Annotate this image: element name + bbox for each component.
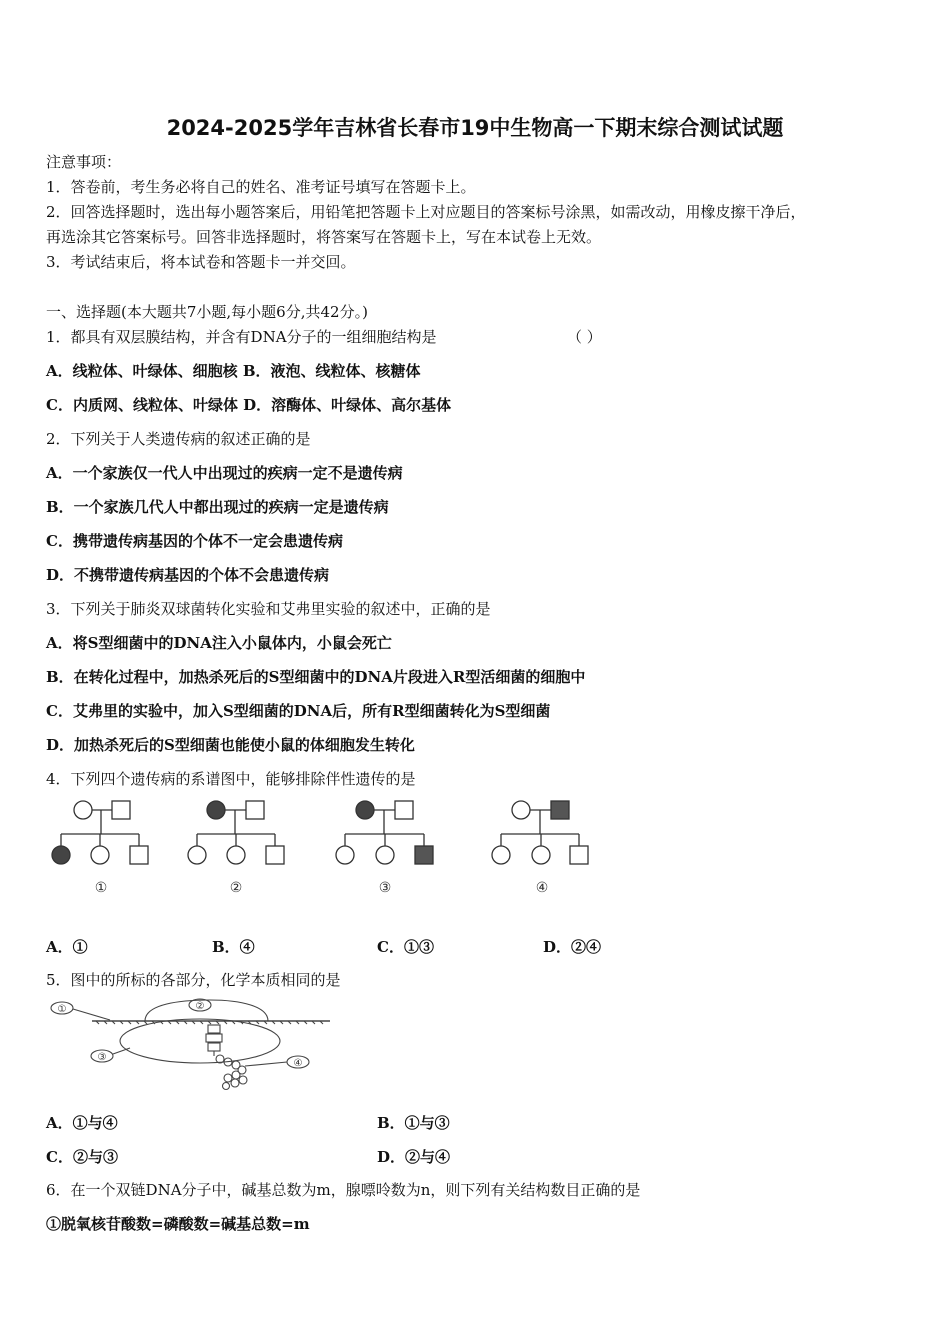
q5-option-d: D．②与④: [377, 1148, 451, 1166]
q5-option-a: A．①与④: [46, 1114, 118, 1132]
q3-stem: 3．下列关于肺炎双球菌转化实验和艾弗里实验的叙述中，正确的是: [46, 600, 491, 618]
notice-item-1: 1．答卷前，考生务必将自己的姓名、准考证号填写在答题卡上。: [46, 178, 476, 196]
notice-item-2-cont: 再选涂其它答案标号。回答非选择题时，将答案写在答题卡上，写在本试卷上无效。: [46, 228, 602, 246]
q5-stem: 5．图中的所标的各部分，化学本质相同的是: [46, 971, 341, 989]
q2-option-a: A．一个家族仅一代人中出现过的疾病一定不是遗传病: [46, 464, 403, 482]
q4-option-b: B．④: [212, 938, 255, 956]
q2-option-d: D．不携带遗传病基因的个体不会患遗传病: [46, 566, 330, 584]
page-title: 2024-2025学年吉林省长春市19中生物高一下期末综合测试试题: [166, 116, 784, 140]
pedigree-figure: [40, 794, 610, 900]
notice-heading: 注意事项：: [46, 153, 122, 171]
q6-item-1: ①脱氧核苷酸数=磷酸数=碱基总数=m: [46, 1215, 310, 1233]
notice-item-3: 3．考试结束后，将本试卷和答题卡一并交回。: [46, 253, 356, 271]
q1-answer-paren: （ ）: [567, 328, 602, 346]
pedigree-1: [52, 801, 148, 864]
notice-item-2: 2．回答选择题时，选出每小题答案后，用铅笔把答题卡上对应题目的答案标号涂黑，如需改动，用橡皮擦干净后，: [46, 203, 806, 221]
q2-stem: 2．下列关于人类遗传病的叙述正确的是: [46, 430, 311, 448]
pedigree-label-1: ①: [94, 880, 108, 896]
q3-option-b: B．在转化过程中，加热杀死后的S型细菌中的DNA片段进入R型活细菌的细胞中: [46, 668, 586, 686]
figure-label-1: ①: [57, 1004, 67, 1015]
pedigree-label-4: ④: [535, 880, 549, 896]
figure-label-3: ③: [97, 1052, 107, 1063]
q1-options-ab: A．线粒体、叶绿体、细胞核 B．液泡、线粒体、核糖体: [46, 362, 421, 380]
q1-options-cd: C．内质网、线粒体、叶绿体 D．溶酶体、叶绿体、高尔基体: [46, 396, 452, 414]
pedigree-2: [188, 801, 284, 864]
q4-option-d: D．②④: [543, 938, 602, 956]
pedigree-4: [492, 801, 588, 864]
figure-label-2: ②: [195, 1001, 205, 1012]
q4-stem: 4．下列四个遗传病的系谱图中，能够排除伴性遗传的是: [46, 770, 416, 788]
q4-option-a: A．①: [46, 938, 88, 956]
section-heading: 一、选择题(本大题共7小题,每小题6分,共42分。): [46, 303, 368, 321]
q5-option-c: C．②与③: [46, 1148, 118, 1166]
q3-option-a: A．将S型细菌中的DNA注入小鼠体内，小鼠会死亡: [46, 634, 392, 652]
pedigree-3: [336, 801, 433, 864]
q6-stem: 6．在一个双链DNA分子中，碱基总数为m，腺嘌呤数为n，则下列有关结构数目正确的是: [46, 1181, 641, 1199]
q3-option-d: D．加热杀死后的S型细菌也能使小鼠的体细胞发生转化: [46, 736, 415, 754]
pedigree-label-3: ③: [378, 880, 392, 896]
membrane-protein-figure: [40, 996, 340, 1096]
q2-option-b: B．一个家族几代人中都出现过的疾病一定是遗传病: [46, 498, 389, 516]
q5-option-b: B．①与③: [377, 1114, 450, 1132]
q1-stem: 1．都具有双层膜结构，并含有DNA分子的一组细胞结构是: [46, 328, 437, 346]
pedigree-label-2: ②: [229, 880, 243, 896]
q3-option-c: C．艾弗里的实验中，加入S型细菌的DNA后，所有R型细菌转化为S型细菌: [46, 702, 551, 720]
q2-option-c: C．携带遗传病基因的个体不一定会患遗传病: [46, 532, 343, 550]
figure-label-4: ④: [293, 1058, 303, 1069]
q4-option-c: C．①③: [377, 938, 434, 956]
